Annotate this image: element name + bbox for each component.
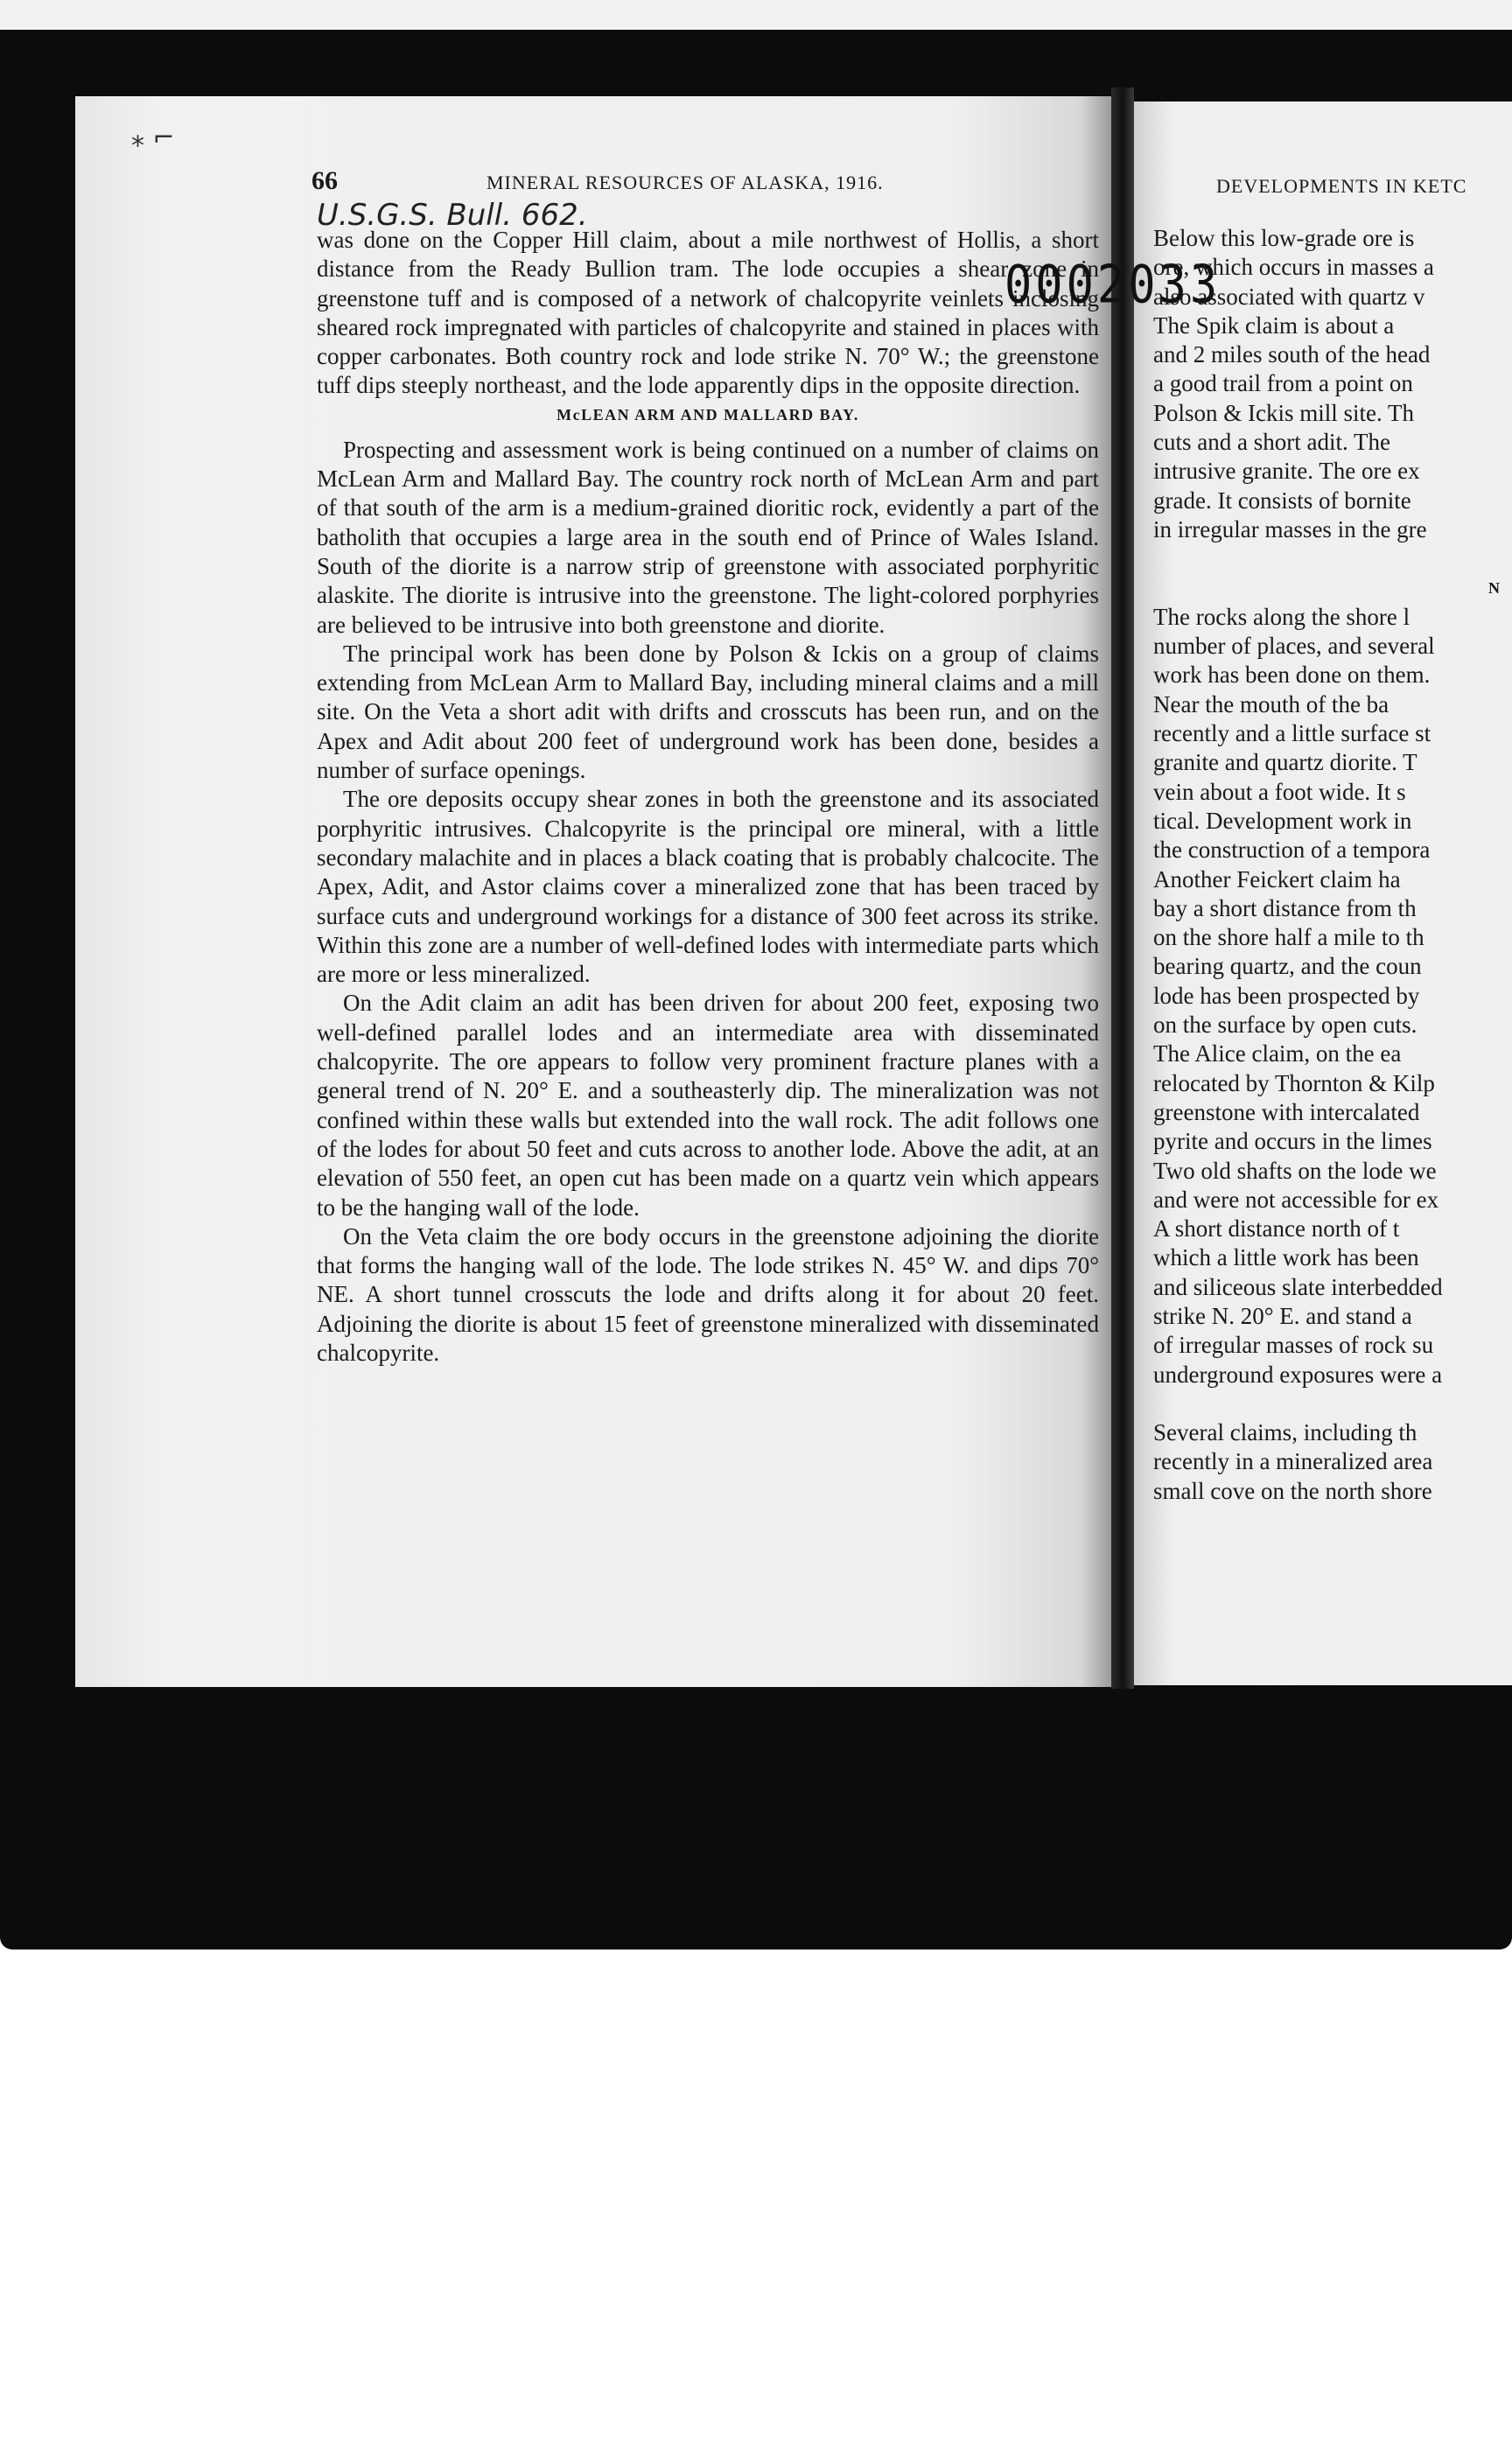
spacer bbox=[1153, 1390, 1505, 1418]
blank-margin bbox=[0, 1950, 1512, 2450]
text-line: intrusive granite. The ore ex bbox=[1153, 458, 1420, 485]
text-line: the construction of a tempora bbox=[1153, 836, 1431, 864]
text-line: bay a short distance from th bbox=[1153, 894, 1417, 921]
text-line: and siliceous slate interbedded bbox=[1153, 1273, 1443, 1300]
paragraph: The ore deposits occupy shear zones in both the greenstone and its associated porphyritic intrusives. Chalcopyrite is the principal ore mineral, with a little secondary malachite and in places a black coating that is probably chalcocite. The Apex, Adit, and Astor claims cover a mineralized zone that has been traced by surface cuts and underground workings for a distance of 300 feet across its strike. Within this zone are a number of well-defined lodes with intermediate parts which are more or less mineralized. bbox=[317, 786, 1099, 988]
text-line: ore, which occurs in masses a bbox=[1153, 254, 1434, 281]
text-line: cuts and a short adit. The bbox=[1153, 429, 1390, 456]
text-line: of irregular masses of rock su bbox=[1153, 1332, 1434, 1359]
scan-artifact-mark: ⁎ ⌐ bbox=[131, 122, 175, 153]
text-line: a good trail from a point on bbox=[1153, 370, 1413, 397]
handwritten-annotation: U.S.G.S. Bull. 662. bbox=[317, 198, 588, 233]
text-line: Several claims, including th bbox=[1153, 1419, 1418, 1446]
text-line: Polson & Ickis mill site. Th bbox=[1153, 399, 1415, 426]
text-line: small cove on the north shore bbox=[1153, 1477, 1432, 1504]
text-line: tical. Development work in bbox=[1153, 807, 1412, 834]
text-line: bearing quartz, and the coun bbox=[1153, 953, 1422, 980]
scan-top-edge bbox=[0, 0, 1512, 30]
text-line: and 2 miles south of the head bbox=[1153, 341, 1431, 368]
text-line: granite and quartz diorite. T bbox=[1153, 749, 1418, 776]
paragraph: On the Veta claim the ore body occurs in the greenstone adjoining the diorite that forms the hanging wall of the lode. The lode strikes N. 45° W. and dips 70° NE. A short tunnel crosscuts the lode and drifts along it for about 20 feet. Adjoining the diorite is about 15 feet of greenstone mineralized with disseminated chalcopyrite. bbox=[317, 1222, 1099, 1366]
text-line: on the surface by open cuts. bbox=[1153, 1012, 1418, 1039]
archive-stamp: 0002033 bbox=[1004, 255, 1222, 316]
text-line: strike N. 20° E. and stand a bbox=[1153, 1302, 1412, 1329]
section-heading: McLEAN ARM AND MALLARD BAY. bbox=[556, 405, 859, 424]
text-line: also associated with quartz v bbox=[1153, 283, 1425, 310]
paragraph: The principal work has been done by Polson & Ickis on a group of claims extending from McLean Arm to Mallard Bay, including mineral claims and a mill site. On the Veta a short adit with drifts and crosscuts has been run, and on the Apex and Adit about 200 feet of underground work has been done, besides a number of surface openings. bbox=[317, 640, 1099, 784]
text-line: which a little work has been bbox=[1153, 1244, 1419, 1271]
book-gutter bbox=[1111, 88, 1134, 1689]
running-head: MINERAL RESOURCES OF ALASKA, 1916. bbox=[486, 172, 884, 193]
text-line: The rocks along the shore l bbox=[1153, 603, 1410, 630]
text-line: vein about a foot wide. It s bbox=[1153, 778, 1406, 805]
text-line: grade. It consists of bornite bbox=[1153, 486, 1411, 514]
paragraph: On the Adit claim an adit has been driven for about 200 feet, exposing two well-defined parallel lodes and an intermediate area with disseminated chalcopyrite. The ore appears to follow very prominent fracture planes with a general trend of N. 20° E. and a southeasterly dip. The mineralization was not confined within these walls but extended into the wall rock. The adit follows one of the lodes for about 50 feet and cuts across to another lode. Above the adit, at an elevation of 550 feet, an open cut has been made on a quartz vein which appears to be the hanging wall of the lode. bbox=[317, 990, 1099, 1221]
text-line: in irregular masses in the gre bbox=[1153, 515, 1427, 542]
page-number: 66 bbox=[312, 166, 338, 195]
text-line: The Spik claim is about a bbox=[1153, 312, 1395, 339]
text-line: Near the mouth of the ba bbox=[1153, 690, 1390, 718]
text-line: and were not accessible for ex bbox=[1153, 1186, 1439, 1213]
spacer bbox=[1153, 544, 1505, 573]
text-line: on the shore half a mile to th bbox=[1153, 924, 1424, 951]
text-line: work has been done on them. bbox=[1153, 662, 1431, 689]
paragraph: was done on the Copper Hill claim, about a mile northwest of Hollis, a short distance from the Ready Bullion tram. The lode occupies a shear zone in greenstone tuff and is composed of a network of chalcopyrite veinlets inclosing sheared rock impregnated with particles of chalcopyrite and stained in places with copper carbonates. Both country rock and lode strike N. 70° W.; the greenstone tuff dips steeply northeast, and the lode apparently dips in the opposite direction. bbox=[317, 227, 1099, 399]
text-line: The Alice claim, on the ea bbox=[1153, 1040, 1402, 1068]
text-line: Another Feickert claim ha bbox=[1153, 865, 1401, 892]
text-line: pyrite and occurs in the limes bbox=[1153, 1128, 1432, 1155]
text-line: underground exposures were a bbox=[1153, 1361, 1443, 1388]
text-line: lode has been prospected by bbox=[1153, 982, 1420, 1009]
right-page-body bbox=[1153, 224, 1505, 1506]
text-line: recently and a little surface st bbox=[1153, 720, 1432, 747]
text-line: greenstone with intercalated bbox=[1153, 1098, 1420, 1125]
right-page-running-head: DEVELOPMENTS IN KETC bbox=[1216, 175, 1467, 197]
text-line: recently in a mineralized area bbox=[1153, 1448, 1433, 1475]
text-line: relocated by Thornton & Kilp bbox=[1153, 1069, 1435, 1096]
section-heading-fragment: N bbox=[1488, 578, 1500, 597]
left-page-body bbox=[317, 226, 1099, 1368]
text-line: A short distance north of t bbox=[1153, 1215, 1400, 1242]
paragraph: Prospecting and assessment work is being continued on a number of claims on McLean Arm and Mallard Bay. The country rock north of McLean Arm and part of that south of the arm is a medium-grained dioritic rock, evidently a part of the batholith that occupies a large area in the south end of Prince of Wales Island. South of the diorite is a narrow strip of greenstone with associated porphyritic alaskite. The diorite is intrusive into the greenstone. The light-colored porphyries are believed to be intrusive into both greenstone and diorite. bbox=[317, 436, 1099, 638]
text-line: Below this low-grade ore is bbox=[1153, 225, 1415, 251]
text-line: number of places, and several bbox=[1153, 633, 1435, 660]
text-line: Two old shafts on the lode we bbox=[1153, 1157, 1437, 1184]
left-page-header bbox=[312, 166, 1108, 201]
